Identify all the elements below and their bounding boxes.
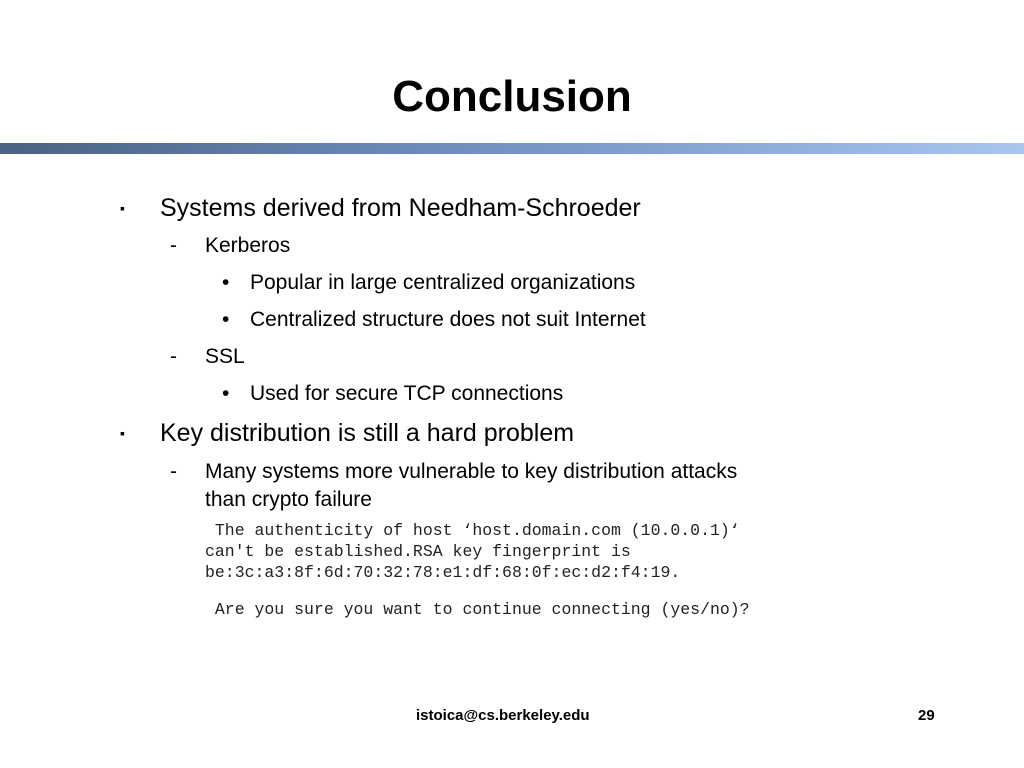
dash-bullet-icon: -	[170, 345, 177, 368]
bullet-ssl: SSL	[205, 345, 245, 368]
footer-email: istoica@cs.berkeley.edu	[416, 707, 590, 724]
bullet-kerberos: Kerberos	[205, 234, 291, 257]
dot-bullet-icon: •	[222, 382, 230, 405]
bullet-popular: Popular in large centralized organizations	[250, 271, 636, 294]
dot-bullet-icon: •	[222, 308, 230, 331]
dot-bullet-icon: •	[222, 271, 230, 294]
bullet-key-distribution: Key distribution is still a hard problem	[160, 419, 575, 447]
slide-title: Conclusion	[392, 72, 632, 121]
ssh-warning-line2: can't be established.RSA key fingerprint is	[205, 542, 631, 561]
ssh-warning-line3: be:3c:a3:8f:6d:70:32:78:e1:df:68:0f:ec:d2:f4:19.	[205, 563, 681, 582]
square-bullet-icon: ▪	[120, 200, 125, 216]
bullet-centralized-structure: Centralized structure does not suit Internet	[250, 308, 646, 331]
dash-bullet-icon: -	[170, 460, 177, 483]
bullet-secure-tcp: Used for secure TCP connections	[250, 382, 564, 405]
title-divider	[0, 143, 1024, 154]
bullet-systems-derived: Systems derived from Needham-Schroeder	[160, 194, 641, 222]
bullet-many-systems-line2: than crypto failure	[205, 488, 372, 511]
bullet-many-systems-line1: Many systems more vulnerable to key distribution attacks	[205, 460, 738, 483]
ssh-confirm-prompt: Are you sure you want to continue connecting (yes/no)?	[205, 600, 750, 619]
dash-bullet-icon: -	[170, 234, 177, 257]
ssh-warning-line1: The authenticity of host ‘host.domain.com (10.0.0.1)‘	[205, 521, 740, 540]
square-bullet-icon: ▪	[120, 425, 125, 441]
page-number: 29	[918, 707, 935, 724]
